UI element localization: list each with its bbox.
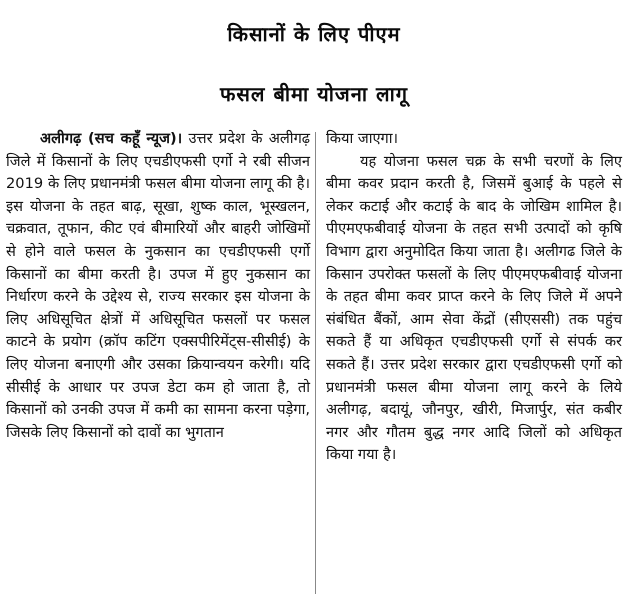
headline-line-1: किसानों के लिए पीएम xyxy=(227,22,401,46)
article-continuation: किया जाएगा। xyxy=(326,130,399,147)
dateline: अलीगढ़ (सच कहूँ न्यूज)। xyxy=(40,130,183,147)
article-right-column xyxy=(326,128,622,467)
article-paragraph-2: यह योजना फसल चक्र के सभी चरणों के लिए बीमा कवर प्रदान करती है, जिसमें बुआई के पहले से लेकर कटाई और कटाई के बाद के जोखिम शामिल है। पीएमएफबीवाई योजना के तहत सभी उत्पादों को कृषि विभाग द्वारा अनुमोदित किया जाता है। अलीगढ जिले के किसान उपरोक्त फसलों के लिए पीएमएफबीवाई योजना के तहत बीमा कवर प्राप्त करने के लिए जिले में अपने संबंधित बैंकों, आम सेवा केंद्रों (सीएससी) तक पहुंच सकते हैं या अधिकृत एचडीएफसी एर्गो से संपर्क कर सकते हैं। उत्तर प्रदेश सरकार द्वारा एचडीएफसी एर्गो को प्रधानमंत्री फसल बीमा योजना लागू करने के लिये अलीगढ़, बदायूं, जौनपुर, खीरी, मिजार्पुर, संत कबीर नगर और गौतम बुद्ध नगर आदि जिलों को अधिकृत किया गया है। xyxy=(326,152,622,464)
headline xyxy=(0,4,628,124)
left-column-text: उत्तर प्रदेश के अलीगढ़ जिले में किसानों के लिए एचडीएफसी एर्गो ने रबी सीजन 2019 के लिए प्रधानमंत्री फसल बीमा योजना लागू की है। इस योजना के तहत बाढ़, सूखा, शुष्क काल, भूस्खलन, चक्रवात, तूफान, कीट एवं बीमारियों और बाहरी जोखिमों से होने वाले फसल के नुकसान का एचडीएफसी एर्गो किसानों का बीमा करती है। उपज में हुए नुकसान का निर्धारण करने के उद्देश्य से, राज्य सरकार इस योजना के लिए अधिसूचित क्षेत्रों में अधिसूचित फसलों पर फसल काटने के प्रयोग (क्रॉप कटिंग एक्सपीरिमेंट्स-सीसीई) के लिए योजना बनाएगी और उसका क्रियान्वयन करेगी। यदि सीसीई के आधार पर उपज डेटा कम हो जाता है, तो किसानों को उनकी उपज में कमी का सामना करना पड़ेगा, जिसके लिए किसानों को दावों का भुगतान xyxy=(6,130,310,441)
article-left-column xyxy=(6,128,310,444)
article-body xyxy=(6,128,622,598)
headline-line-2: फसल बीमा योजना लागू xyxy=(219,82,409,106)
article-paragraph-1 xyxy=(6,128,310,444)
